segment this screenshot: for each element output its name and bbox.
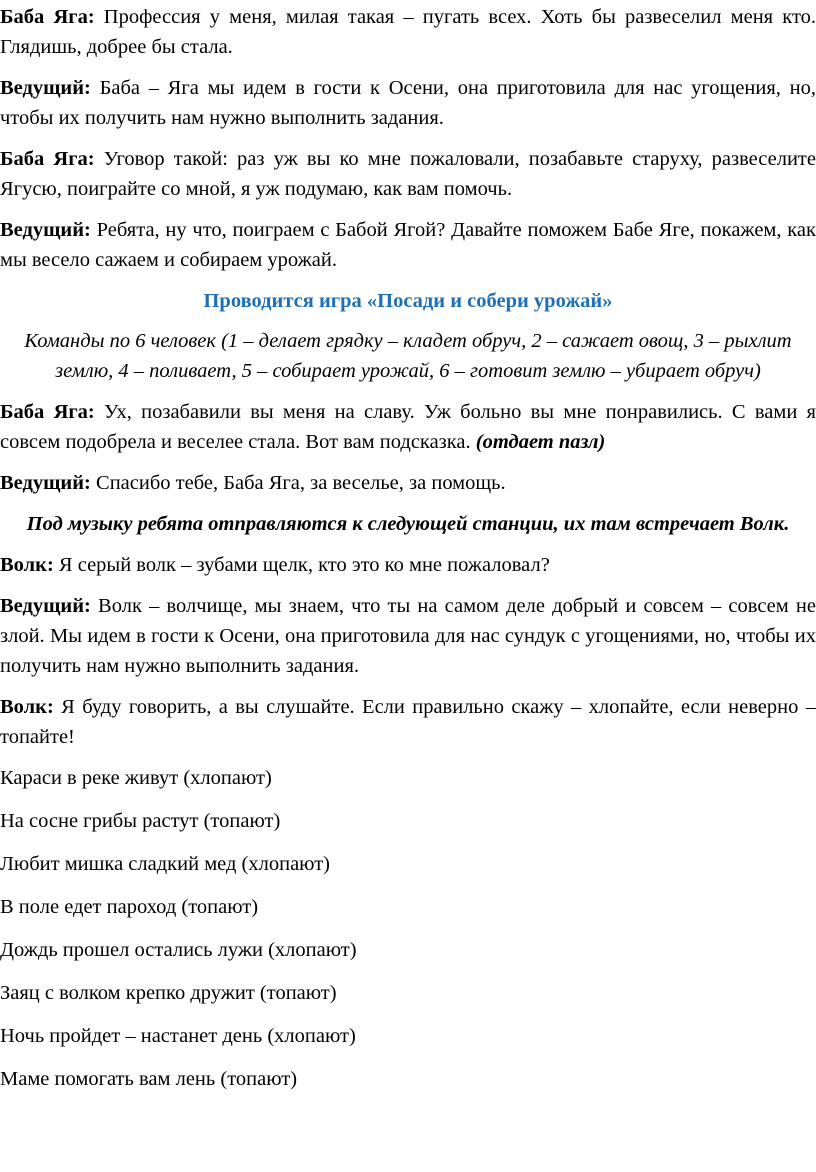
speaker-label: Баба Яга: (0, 6, 95, 28)
paragraph-text: Ребята, ну что, поиграем с Бабой Ягой? Давайте поможем Бабе Яге, покажем, как мы весело сажаем и собираем урожай. (0, 219, 816, 271)
game-line: На сосне грибы растут (топают) (0, 810, 281, 832)
paragraph-text: Профессия у меня, милая такая – пугать всех. Хоть бы развеселил меня кто. Глядишь, добрее бы стала. (0, 6, 816, 58)
speaker-label: Ведущий: (0, 472, 91, 494)
paragraph-2 (0, 73, 816, 133)
stage-action: (отдает пазл) (475, 431, 606, 453)
paragraph-9 (0, 692, 816, 752)
paragraph-text: Я буду говорить, а вы слушайте. Если правильно скажу – хлопайте, если неверно – топайте! (0, 696, 816, 748)
speaker-label: Баба Яга: (0, 401, 95, 423)
stage-direction: Под музыку ребята отправляются к следующей станции, их там встречает Волк. (26, 513, 790, 535)
speaker-label: Ведущий: (0, 77, 91, 99)
game-rules: Команды по 6 человек (1 – делает грядку – кладет обруч, 2 – сажает овощ, 3 – рыхлит землю, 4 – поливает, 5 – собирает урожай, 6 – готовит землю – убирает обруч) (24, 330, 792, 382)
game-line: В поле едет пароход (топают) (0, 896, 259, 918)
speaker-label: Волк: (0, 696, 54, 718)
speaker-label: Волк: (0, 554, 54, 576)
speaker-label: Ведущий: (0, 595, 91, 617)
game-line: Любит мишка сладкий мед (хлопают) (0, 853, 331, 875)
game-line: Дождь прошел остались лужи (хлопают) (0, 939, 357, 961)
paragraph-6 (0, 468, 816, 498)
speaker-label: Ведущий: (0, 219, 91, 241)
paragraph-text: Ух, позабавили вы меня на славу. Уж больно вы мне понравились. С вами я совсем подобрела и веселее стала. Вот вам подсказка. (0, 401, 816, 453)
paragraph-7 (0, 550, 816, 580)
game-line: Караси в реке живут (хлопают) (0, 767, 272, 789)
game-title: Проводится игра «Посади и собери урожай» (203, 290, 613, 312)
paragraph-3 (0, 144, 816, 204)
paragraph-text: Волк – волчище, мы знаем, что ты на самом деле добрый и совсем – совсем не злой. Мы идем в гости к Осени, она приготовила для нас сундук с угощениями, но, чтобы их получить нам нужно выполнить задания. (0, 595, 816, 677)
speaker-label: Баба Яга: (0, 148, 95, 170)
paragraph-text: Спасибо тебе, Баба Яга, за веселье, за помощь. (90, 472, 506, 494)
paragraph-1 (0, 2, 816, 62)
paragraph-8 (0, 591, 816, 681)
paragraph-4 (0, 215, 816, 275)
paragraph-text: Баба – Яга мы идем в гости к Осени, она приготовила для нас угощения, но, чтобы их получить нам нужно выполнить задания. (0, 77, 816, 129)
paragraph-text: Я серый волк – зубами щелк, кто это ко мне пожаловал? (53, 554, 550, 576)
game-line: Заяц с волком крепко дружит (топают) (0, 982, 337, 1004)
paragraph-text: Уговор такой: раз уж вы ко мне пожаловали, позабавьте старуху, развеселите Ягусю, поиграйте со мной, я уж подумаю, как вам помочь. (0, 148, 816, 200)
game-line: Маме помогать вам лень (топают) (0, 1068, 298, 1090)
game-line: Ночь пройдет – настанет день (хлопают) (0, 1025, 356, 1047)
paragraph-5 (0, 397, 816, 457)
